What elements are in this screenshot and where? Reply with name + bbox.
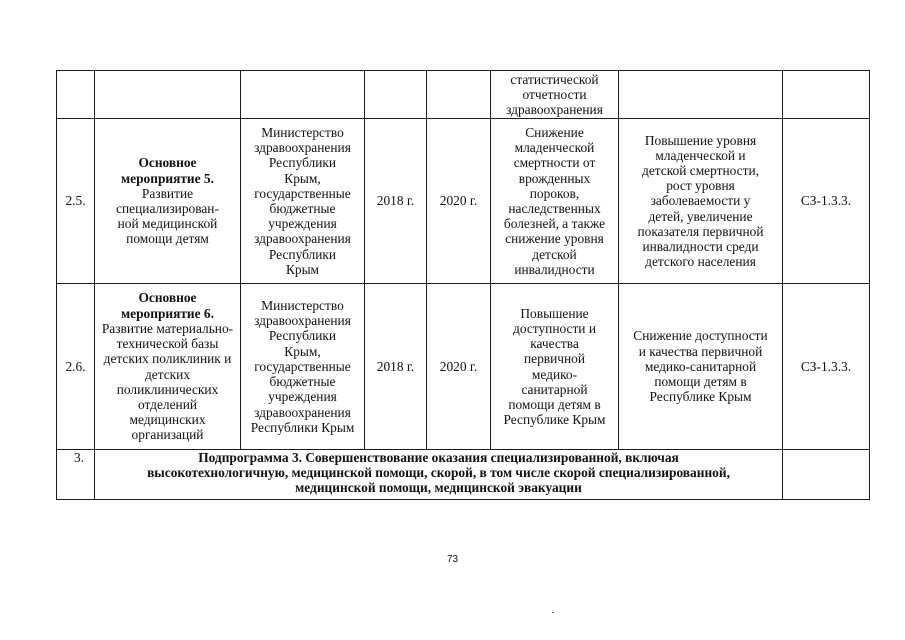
- measure-title-line: детских поликлиник и: [103, 351, 232, 367]
- subprogram-line: Подпрограмма 3. Совершенствование оказания специализированной, включая: [198, 450, 679, 465]
- table-row: [57, 71, 870, 119]
- row-number: 2.6.: [57, 284, 95, 450]
- consequence-line: детей, увеличение: [648, 208, 753, 224]
- end-year: 2020 г.: [427, 119, 491, 284]
- cell-start: [365, 71, 427, 119]
- executor-line: здравоохранения: [254, 231, 351, 247]
- end-year: 2020 г.: [427, 284, 491, 450]
- result-line: смертности от: [513, 155, 596, 171]
- executor-line: государственные: [254, 185, 351, 201]
- cell-consequence: [619, 71, 783, 119]
- consequence-line: Республике Крым: [649, 389, 752, 405]
- measure-title-line: детских: [144, 366, 191, 382]
- cell-title: [95, 71, 241, 119]
- result-line: детской: [532, 246, 577, 262]
- executor: [241, 119, 365, 284]
- row-number: 3.: [57, 450, 95, 500]
- result-line: медико-: [531, 366, 578, 382]
- result-line: инвалидности: [514, 261, 595, 277]
- executor-line: учреждения: [268, 389, 337, 405]
- executor-line: Республики Крым: [250, 419, 355, 435]
- cell-executor: [241, 71, 365, 119]
- row-number: 2.5.: [57, 119, 95, 284]
- consequence: [619, 284, 783, 450]
- consequence-line: заболеваемости у: [650, 193, 751, 209]
- scan-speck: [552, 612, 554, 613]
- cell-result: [491, 71, 619, 119]
- result-line: качества: [530, 336, 579, 352]
- consequence-line: рост уровня: [666, 178, 735, 194]
- measure-title-line: ной медицинской: [117, 216, 218, 232]
- measure-title-bold: мероприятие 6.: [121, 305, 214, 321]
- result-line: отчетности: [522, 86, 587, 102]
- executor-line: бюджетные: [269, 201, 336, 216]
- measure-title: [95, 284, 241, 450]
- executor-line: Республики: [268, 246, 337, 262]
- result-line: младенческой: [514, 140, 595, 156]
- consequence-line: детского населения: [645, 254, 756, 270]
- page-number: 73: [446, 554, 459, 565]
- consequence-line: инвалидности среди: [642, 239, 759, 254]
- executor-line: Крым,: [284, 343, 321, 359]
- executor-line: Министерство: [261, 124, 344, 140]
- measure-title: [95, 119, 241, 284]
- consequence-line: детской смертности,: [642, 162, 759, 178]
- subprogram-line: медицинской помощи, медицинской эвакуации: [295, 480, 582, 496]
- cell-code: [783, 450, 870, 500]
- subprogram-title: [95, 450, 783, 500]
- executor-line: бюджетные: [269, 374, 336, 390]
- measure-title-line: Развитие материально-: [101, 320, 234, 336]
- executor-line: Республики: [268, 155, 337, 171]
- executor-line: здравоохранения: [254, 140, 351, 156]
- measure-title-line: специализирован-: [116, 201, 219, 216]
- measure-title-bold: мероприятие 5.: [121, 170, 214, 186]
- result-line: статистической: [510, 71, 599, 87]
- measure-title-line: организаций: [131, 427, 204, 443]
- result-line: пороков,: [529, 185, 580, 201]
- executor-line: Республики: [268, 328, 337, 344]
- executor-line: учреждения: [268, 216, 337, 232]
- measure-title-line: поликлинических: [116, 381, 219, 397]
- measure-title-line: помощи детям: [126, 231, 209, 247]
- program-table: [56, 70, 870, 500]
- measure-title-bold: Основное: [138, 155, 197, 171]
- table-row-2-5: [57, 119, 870, 284]
- start-year: 2018 г.: [365, 284, 427, 450]
- executor-line: Министерство: [261, 298, 344, 314]
- executor-line: Крым,: [284, 170, 321, 186]
- consequence-line: показателя первичной: [637, 223, 764, 239]
- subprogram-line: высокотехнологичную, медицинской помощи, скорой, в том числе скорой специализированной,: [147, 465, 730, 481]
- result-line: Снижение: [525, 124, 584, 140]
- result-line: снижение уровня: [505, 231, 604, 247]
- table-row-3: [57, 450, 870, 500]
- result-line: здравоохранения: [506, 102, 603, 118]
- result-line: болезней, а также: [503, 216, 606, 232]
- indicator-code: СЗ-1.3.3.: [783, 119, 870, 284]
- result-line: Республике Крым: [503, 412, 606, 428]
- measure-title-bold: Основное: [138, 290, 197, 306]
- consequence-line: Снижение доступности: [633, 328, 768, 344]
- consequence-line: и качества первичной: [638, 343, 763, 359]
- consequence-line: медико-санитарной: [644, 358, 757, 374]
- table-row-2-6: [57, 284, 870, 450]
- measure-title-line: Развитие: [141, 185, 194, 201]
- consequence-line: помощи детям в: [654, 374, 747, 390]
- executor: [241, 284, 365, 450]
- executor-line: здравоохранения: [254, 313, 351, 329]
- cell-number: [57, 71, 95, 119]
- result-line: помощи детям в: [508, 396, 601, 412]
- executor-line: Крым: [285, 261, 320, 277]
- result-line: наследственных: [508, 201, 601, 216]
- expected-result: [491, 284, 619, 450]
- result-line: врожденных: [518, 170, 591, 186]
- executor-line: государственные: [254, 358, 351, 374]
- consequence-line: младенческой и: [655, 147, 746, 163]
- consequence-line: Повышение уровня: [644, 132, 757, 148]
- measure-title-line: технической базы: [116, 336, 219, 352]
- cell-code: [783, 71, 870, 119]
- cell-end: [427, 71, 491, 119]
- measure-title-line: отделений: [137, 396, 198, 412]
- indicator-code: СЗ-1.3.3.: [783, 284, 870, 450]
- expected-result: [491, 119, 619, 284]
- result-line: Повышение: [520, 305, 589, 321]
- measure-title-line: медицинских: [129, 412, 206, 428]
- consequence: [619, 119, 783, 284]
- result-line: санитарной: [521, 381, 588, 397]
- start-year: 2018 г.: [365, 119, 427, 284]
- result-line: первичной: [523, 351, 586, 367]
- executor-line: здравоохранения: [254, 404, 351, 420]
- result-line: доступности и: [513, 320, 596, 336]
